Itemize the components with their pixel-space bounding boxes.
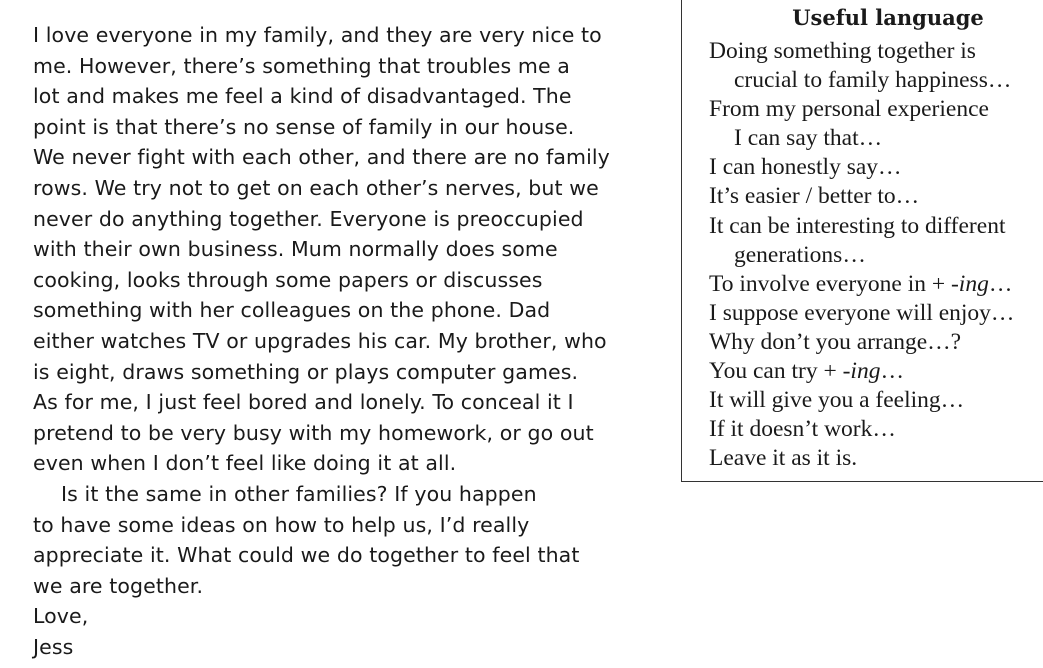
useful-language-title: Useful language (792, 5, 984, 30)
phrase-line: If it doesn’t work… (709, 416, 896, 443)
phrase-line: You can try + -ing… (709, 358, 904, 385)
letter-line: pretend to be very busy with my homework, or go out (33, 420, 594, 445)
useful-language-list (709, 37, 1014, 473)
letter-line: appreciate it. What could we do together to feel that (33, 543, 580, 568)
letter-line: cooking, looks through some papers or discusses (33, 267, 543, 292)
letter-line: with their own business. Mum normally does some (33, 237, 558, 262)
phrase-line: I can honestly say… (709, 154, 902, 181)
phrase-line: To involve everyone in + -ing… (709, 270, 1013, 297)
letter-line: Is it the same in other families? If you happen (61, 481, 537, 506)
phrase-line: From my personal experience (709, 96, 989, 123)
letter-line: As for me, I just feel bored and lonely. To conceal it I (33, 390, 574, 415)
letter-line: me. However, there’s something that troubles me a (33, 53, 570, 78)
letter-closing: Love, (33, 604, 89, 629)
letter-line: even when I don’t feel like doing it at all. (33, 451, 457, 476)
letter-line: something with her colleagues on the phone. Dad (33, 298, 551, 323)
phrase-line: Doing something together is (709, 38, 976, 64)
phrase-line: It will give you a feeling… (709, 387, 965, 414)
letter-line: lot and makes me feel a kind of disadvantaged. The (33, 84, 572, 109)
phrase-line: generations… (734, 241, 866, 268)
letter-line: to have some ideas on how to help us, I’d really (33, 512, 530, 537)
phrase-line: crucial to family happiness… (734, 67, 1012, 94)
letter-signature: Jess (33, 634, 74, 659)
letter-line: is eight, draws something or plays computer games. (33, 359, 579, 384)
phrase-line: It can be interesting to different (709, 212, 1006, 239)
letter-line: either watches TV or upgrades his car. My brother, who (33, 328, 607, 353)
letter-line: rows. We try not to get on each other’s nerves, but we (33, 175, 599, 200)
phrase-line: It’s easier / better to… (709, 183, 920, 210)
phrase-line: Why don’t you arrange…? (709, 328, 962, 355)
letter-line: We never fight with each other, and there are no family (33, 145, 610, 170)
letter-line: never do anything together. Everyone is preoccupied (33, 206, 584, 231)
letter-text (33, 20, 633, 662)
useful-language-box (681, 0, 1043, 482)
letter-line: point is that there’s no sense of family in our house. (33, 114, 575, 139)
phrase-line: I suppose everyone will enjoy… (709, 299, 1015, 326)
letter-line: we are together. (33, 573, 204, 598)
letter-line: I love everyone in my family, and they are very nice to (33, 23, 602, 47)
phrase-line: I can say that… (734, 125, 883, 152)
phrase-line: Leave it as it is. (709, 445, 858, 472)
